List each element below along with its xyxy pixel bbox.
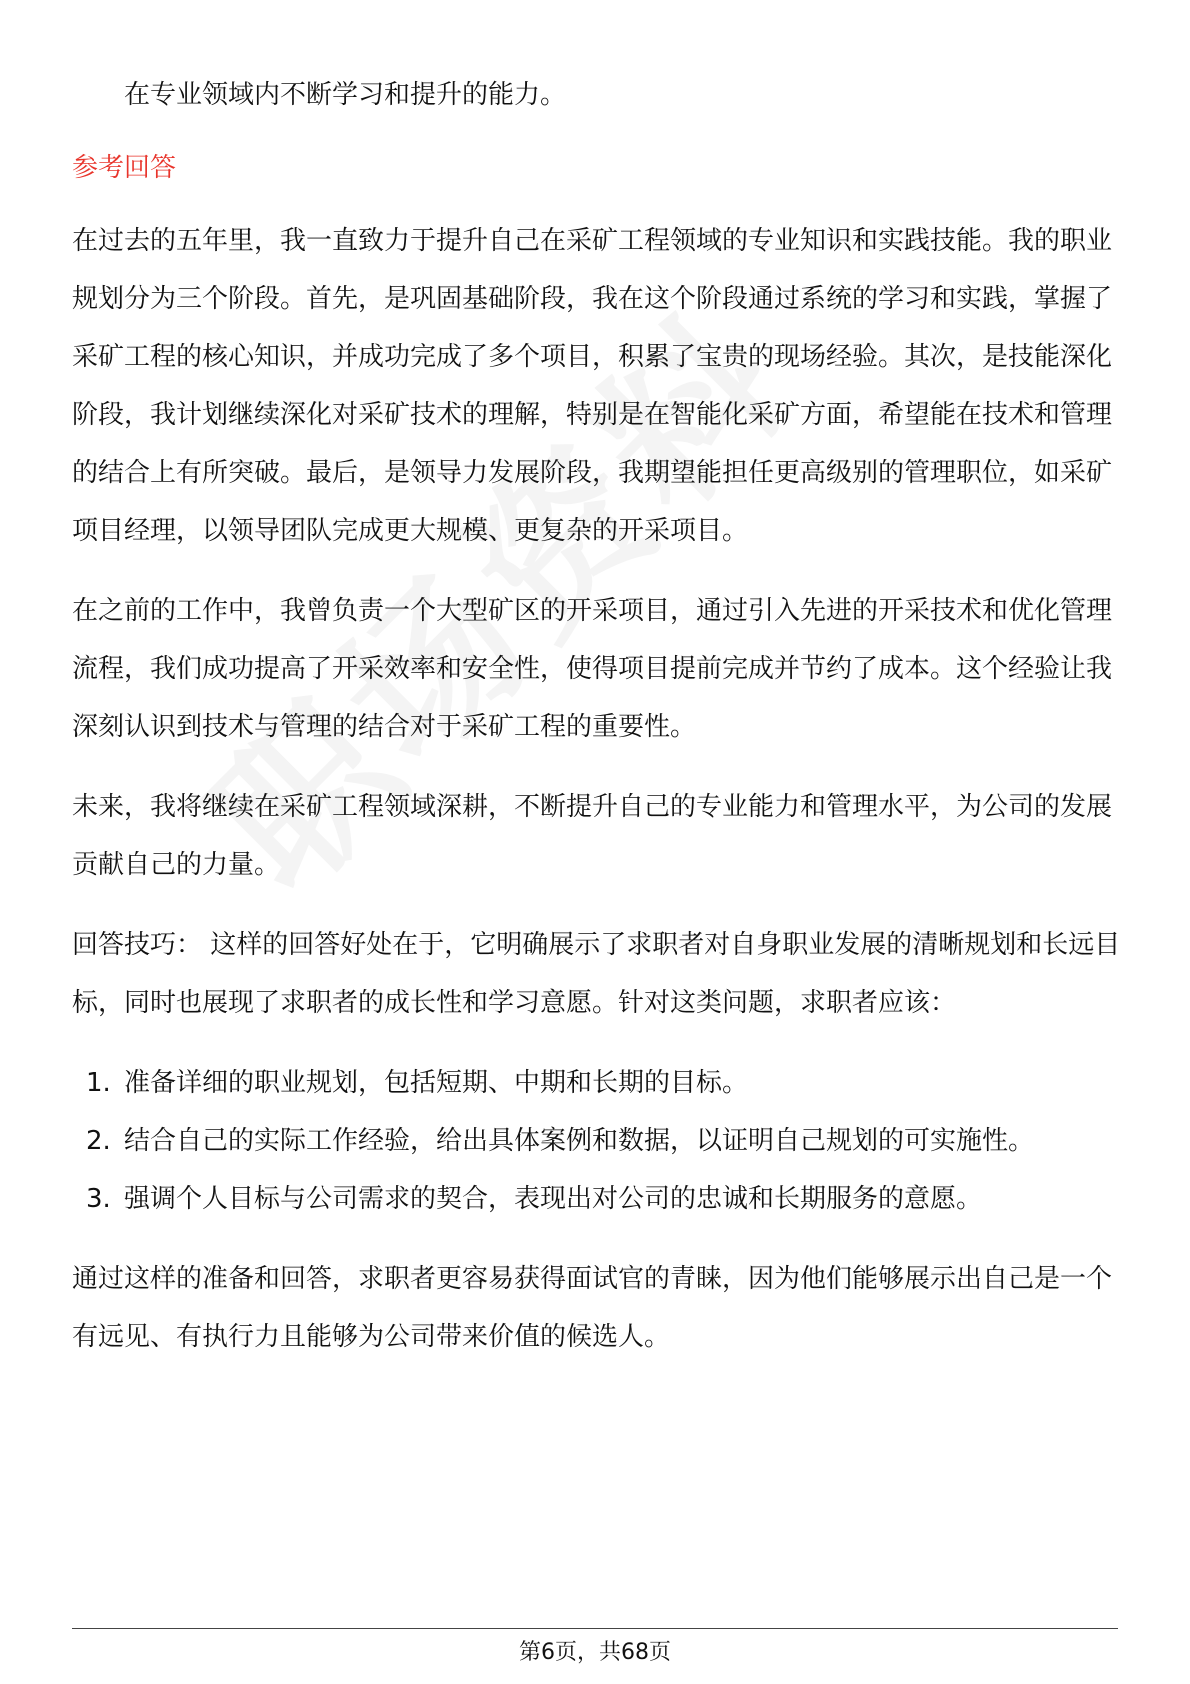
answer-paragraph-1: 在过去的五年里，我一直致力于提升自己在采矿工程领域的专业知识和实践技能。我的职业规划分为三个阶段。首先，是巩固基础阶段，我在这个阶段通过系统的学习和实践，掌握了采矿工程的核心知识，并成功完成了多个项目，积累了宝贵的现场经验。其次，是技能深化阶段，我计划继续深化对采矿技术的理解，特别是在智能化采矿方面，希望能在技术和管理的结合上有所突破。最后，是领导力发展阶段，我期望能担任更高级别的管理职位，如采矿项目经理，以领导团队完成更大规模、更复杂的开采项目。: [72, 226, 1113, 546]
page-number: 第6页，共68页: [519, 1640, 671, 1665]
page-content: [72, 66, 1122, 1388]
tips-list: [72, 1054, 1122, 1228]
list-text: 准备详细的职业规划，包括短期、中期和长期的目标。: [124, 1068, 749, 1098]
list-number: 3.: [86, 1184, 111, 1214]
section-heading: 参考回答: [72, 153, 177, 183]
list-item: [72, 1054, 1122, 1112]
list-number: 2.: [86, 1126, 111, 1156]
list-item: [72, 1170, 1122, 1228]
list-text: 强调个人目标与公司需求的契合，表现出对公司的忠诚和长期服务的意愿。: [124, 1184, 983, 1214]
list-text: 结合自己的实际工作经验，给出具体案例和数据，以证明自己规划的可实施性。: [124, 1126, 1035, 1156]
list-number: 1.: [86, 1068, 111, 1098]
closing-paragraph: 通过这样的准备和回答，求职者更容易获得面试官的青睐，因为他们能够展示出自己是一个有远见、有执行力且能够为公司带来价值的候选人。: [72, 1264, 1113, 1352]
intro-line: 在专业领域内不断学习和提升的能力。: [124, 80, 567, 110]
answer-paragraph-2: 在之前的工作中，我曾负责一个大型矿区的开采项目，通过引入先进的开采技术和优化管理流程，我们成功提高了开采效率和安全性，使得项目提前完成并节约了成本。这个经验让我深刻认识到技术与管理的结合对于采矿工程的重要性。: [72, 596, 1113, 742]
footer-divider: [72, 1628, 1118, 1629]
list-item: [72, 1112, 1122, 1170]
answer-paragraph-3: 未来，我将继续在采矿工程领域深耕，不断提升自己的专业能力和管理水平，为公司的发展贡献自己的力量。: [72, 792, 1113, 880]
tips-paragraph: 回答技巧： 这样的回答好处在于，它明确展示了求职者对自身职业发展的清晰规划和长远目标，同时也展现了求职者的成长性和学习意愿。针对这类问题，求职者应该：: [72, 930, 1121, 1018]
